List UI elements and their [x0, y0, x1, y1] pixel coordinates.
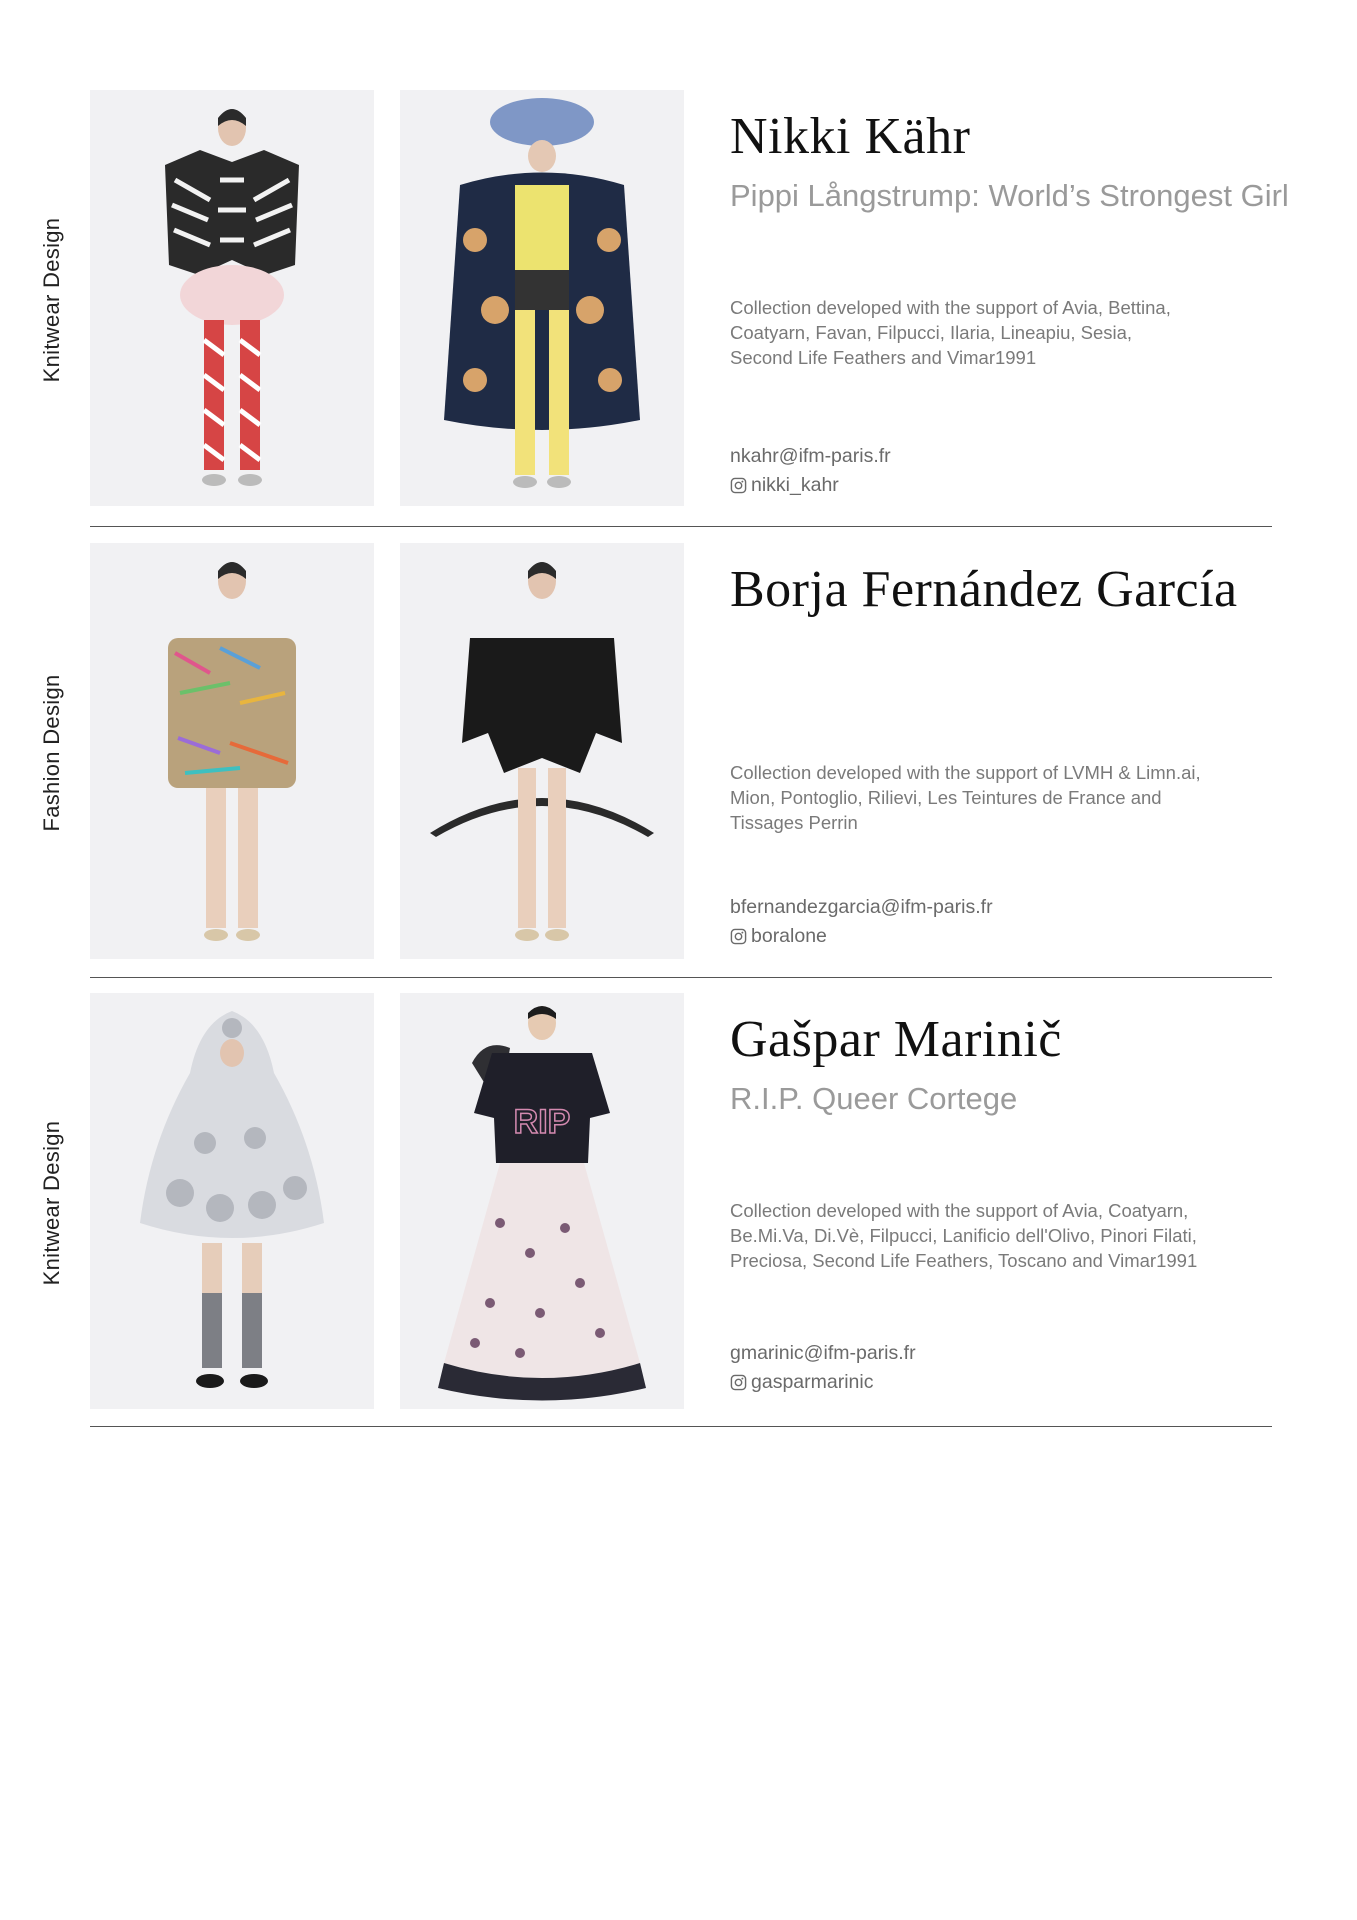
white-ruffle-cape-look-illustration	[90, 993, 374, 1409]
svg-text:RIP: RIP	[513, 1103, 571, 1141]
designer-info	[730, 993, 1320, 1393]
feather-dress-look-illustration	[90, 543, 374, 959]
section-divider	[90, 977, 1272, 978]
support-line: Collection developed with the support of LVMH & Limn.ai,	[730, 762, 1201, 783]
email-link[interactable]: bfernandezgarcia@ifm-paris.fr	[730, 896, 993, 918]
designer-name: Gašpar Marinič	[730, 1011, 1062, 1068]
support-line: Preciosa, Second Life Feathers, Toscano and Vimar1991	[730, 1250, 1198, 1271]
instagram-handle-text: nikki_kahr	[751, 474, 839, 496]
look-photo-2	[400, 543, 684, 959]
look-photo-2	[400, 90, 684, 506]
collection-title: Pippi Långstrump: World’s Strongest Girl	[730, 177, 1289, 213]
designer-info	[730, 543, 1320, 947]
designer-name: Borja Fernández García	[730, 561, 1238, 618]
support-line: Be.Mi.Va, Di.Vè, Filpucci, Lanificio dell'Olivo, Pinori Filati,	[730, 1225, 1197, 1246]
instagram-handle-text: gasparmarinic	[751, 1371, 874, 1393]
collection-title: R.I.P. Queer Cortege	[730, 1080, 1018, 1116]
look-photo-1	[90, 90, 374, 506]
support-text	[730, 1198, 1250, 1273]
support-text	[730, 295, 1250, 370]
support-line: Second Life Feathers and Vimar1991	[730, 347, 1037, 368]
look-photo-1	[90, 543, 374, 959]
instagram-icon	[730, 1374, 747, 1391]
designer-name: Nikki Kähr	[730, 108, 971, 165]
instagram-handle[interactable]	[730, 922, 993, 951]
support-line: Coatyarn, Favan, Filpucci, Ilaria, Lineapiu, Sesia,	[730, 322, 1133, 343]
section-divider	[90, 526, 1272, 527]
support-text	[730, 760, 1250, 835]
designer-entry-1	[0, 90, 1357, 530]
section-divider	[90, 1426, 1272, 1427]
email-link[interactable]: nkahr@ifm-paris.fr	[730, 445, 891, 467]
instagram-icon	[730, 928, 747, 945]
support-line: Tissages Perrin	[730, 812, 858, 833]
email-link[interactable]: gmarinic@ifm-paris.fr	[730, 1342, 916, 1364]
look-photo-2	[400, 993, 684, 1409]
black-offshoulder-look-illustration	[400, 543, 684, 959]
designer-entry-2	[0, 543, 1357, 978]
support-line: Collection developed with the support of Avia, Coatyarn,	[730, 1200, 1189, 1221]
support-line: Mion, Pontoglio, Rilievi, Les Teintures de France and	[730, 787, 1162, 808]
category-label: Fashion Design	[39, 674, 64, 832]
category-label: Knitwear Design	[39, 217, 64, 383]
designer-entry-3	[0, 993, 1357, 1428]
rip-sweater-skirt-look-illustration	[400, 993, 684, 1409]
support-line: Collection developed with the support of Avia, Bettina,	[730, 297, 1171, 318]
contact-block	[730, 442, 891, 500]
look-photo-1	[90, 993, 374, 1409]
category-label: Knitwear Design	[39, 1120, 64, 1286]
instagram-icon	[730, 477, 747, 494]
zebra-jacket-look-illustration	[90, 90, 374, 506]
instagram-handle[interactable]	[730, 471, 891, 500]
contact-block	[730, 1339, 916, 1397]
instagram-handle-text: boralone	[751, 925, 827, 947]
blue-hat-coat-look-illustration	[400, 90, 684, 506]
contact-block	[730, 893, 993, 951]
designer-info	[730, 90, 1320, 496]
instagram-handle[interactable]	[730, 1368, 916, 1397]
